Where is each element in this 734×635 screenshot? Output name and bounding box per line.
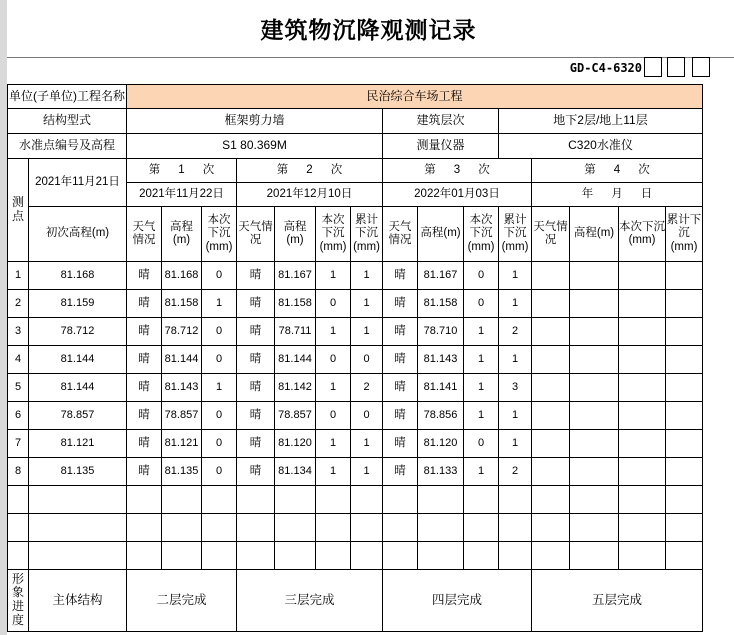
obs-3-elevation: 78.710 [418,318,464,346]
progress-label: 形象进度 [8,570,29,632]
obs-2-elevation: 81.142 [275,374,316,402]
obs-3-elevation: 81.158 [418,290,464,318]
initial-elevation: 81.121 [29,430,127,458]
floors-value: 地下2层/地上11层 [499,109,703,134]
obs-4-weather [532,430,570,458]
obs-3-cumulative: 1 [499,402,532,430]
row-header-gutter [0,0,7,635]
obs-4-weather [532,318,570,346]
obs-2-weather: 晴 [237,318,275,346]
unit-name-label: 单位(子单位)工程名称 [8,85,127,109]
obs-1-date: 2021年11月22日 [127,183,237,207]
obs-3-current: 0 [464,430,499,458]
obs-3-current: 0 [464,290,499,318]
initial-elevation: 81.135 [29,458,127,486]
obs-1-elevation: 81.144 [162,346,202,374]
obs-4-current-header: 本次下沉(mm) [619,207,666,262]
obs-2-current: 1 [316,458,351,486]
initial-date: 2021年11月21日 [29,159,127,207]
obs-3-cumulative: 1 [499,262,532,290]
initial-elevation: 78.857 [29,402,127,430]
obs-4-elevation [570,402,619,430]
instrument-label: 测量仪器 [383,134,499,159]
obs-4-elevation [570,318,619,346]
obs-2-weather: 晴 [237,458,275,486]
obs-3-current: 1 [464,346,499,374]
obs-4-current [619,374,666,402]
obs-1-elevation: 81.168 [162,262,202,290]
obs-4-weather [532,290,570,318]
empty-row [8,542,703,570]
obs-3-weather: 晴 [383,346,418,374]
obs-2-elevation: 78.711 [275,318,316,346]
initial-elevation: 78.712 [29,318,127,346]
obs-2-current: 1 [316,318,351,346]
obs-3-elevation: 78.856 [418,402,464,430]
obs-4-elevation [570,346,619,374]
table-row [8,318,703,346]
point-number: 5 [8,374,29,402]
obs-4-current [619,262,666,290]
obs-2-cumulative-header: 累计下沉(mm) [351,207,383,262]
obs-4-cumulative [666,318,703,346]
obs-2-elevation: 81.158 [275,290,316,318]
obs-3-elevation: 81.120 [418,430,464,458]
structure-label: 结构型式 [8,109,127,134]
obs-4-elevation [570,374,619,402]
obs-2-cumulative: 1 [351,318,383,346]
obs-2-current: 0 [316,290,351,318]
obs-3-cumulative: 1 [499,346,532,374]
obs-4-number: 第 4 次 [532,159,703,183]
obs-3-number: 第 3 次 [383,159,532,183]
obs-2-cumulative: 1 [351,262,383,290]
obs-1-current: 0 [202,318,237,346]
obs-1-current: 1 [202,374,237,402]
obs-2-cumulative: 0 [351,346,383,374]
obs-2-weather: 晴 [237,262,275,290]
obs-1-elevation: 81.158 [162,290,202,318]
table-row [8,430,703,458]
obs-4-elevation [570,430,619,458]
obs-4-current [619,346,666,374]
obs-1-elevation: 81.143 [162,374,202,402]
initial-elevation-header: 初次高程(m) [29,207,127,262]
obs-3-date: 2022年01月03日 [383,183,532,207]
empty-row [8,514,703,542]
form-code: GD-C4-6320 [569,61,642,75]
page-title: 建筑物沉降观测记录 [260,18,477,44]
obs-1-number: 第 1 次 [127,159,237,183]
instrument-value: C320水准仪 [499,134,703,159]
obs-4-cumulative [666,458,703,486]
table-row [8,290,703,318]
obs-3-current: 0 [464,262,499,290]
obs-2-current: 0 [316,402,351,430]
obs-1-weather: 晴 [127,290,162,318]
obs-2-date: 2021年12月10日 [237,183,383,207]
obs-3-weather: 晴 [383,402,418,430]
obs-3-current: 1 [464,318,499,346]
record-table [7,84,703,632]
code-box-1 [644,57,662,77]
obs-2-weather: 晴 [237,290,275,318]
obs-2-current: 0 [316,346,351,374]
unit-name-value: 民治综合车场工程 [127,85,703,109]
obs-3-weather: 晴 [383,318,418,346]
obs-4-cumulative [666,290,703,318]
progress-row [8,570,703,632]
obs-4-weather [532,458,570,486]
obs-4-elevation [570,262,619,290]
obs-2-cumulative: 1 [351,430,383,458]
obs-1-weather: 晴 [127,262,162,290]
obs-2-cumulative: 2 [351,374,383,402]
obs-1-elevation: 81.121 [162,430,202,458]
obs-1-weather-header: 天气情况 [127,207,162,262]
obs-3-cumulative-header: 累计下沉(mm) [499,207,532,262]
initial-elevation: 81.144 [29,374,127,402]
obs-4-current [619,290,666,318]
progress-obs-2: 三层完成 [237,570,383,632]
benchmark-label: 水准点编号及高程 [8,134,127,159]
obs-3-weather: 晴 [383,458,418,486]
code-box-3 [692,57,710,77]
obs-1-elevation: 78.712 [162,318,202,346]
obs-3-current: 1 [464,458,499,486]
obs-4-weather [532,262,570,290]
obs-3-current-header: 本次下沉(mm) [464,207,499,262]
obs-2-number: 第 2 次 [237,159,383,183]
obs-3-weather: 晴 [383,374,418,402]
obs-3-elevation: 81.133 [418,458,464,486]
obs-2-current: 1 [316,374,351,402]
progress-obs-4: 五层完成 [532,570,703,632]
obs-4-elevation [570,290,619,318]
obs-1-current-header: 本次下沉(mm) [202,207,237,262]
obs-2-current-header: 本次下沉(mm) [316,207,351,262]
obs-2-weather: 晴 [237,346,275,374]
obs-1-elevation: 78.857 [162,402,202,430]
obs-1-weather: 晴 [127,430,162,458]
obs-3-cumulative: 2 [499,458,532,486]
progress-obs-3: 四层完成 [383,570,532,632]
obs-1-weather: 晴 [127,318,162,346]
obs-1-current: 0 [202,458,237,486]
obs-2-weather: 晴 [237,430,275,458]
obs-2-elevation: 81.167 [275,262,316,290]
floors-label: 建筑层次 [383,109,499,134]
main-structure-label: 主体结构 [29,570,127,632]
obs-3-cumulative: 3 [499,374,532,402]
obs-4-cumulative [666,346,703,374]
empty-row [8,486,703,514]
obs-4-weather [532,402,570,430]
point-number: 6 [8,402,29,430]
obs-1-weather: 晴 [127,458,162,486]
obs-1-elevation-header: 高程(m) [162,207,202,262]
obs-4-current [619,318,666,346]
obs-1-current: 0 [202,346,237,374]
obs-1-elevation: 81.135 [162,458,202,486]
obs-4-cumulative [666,262,703,290]
point-number: 3 [8,318,29,346]
obs-3-current: 1 [464,402,499,430]
obs-4-cumulative-header: 累计下沉(mm) [666,207,703,262]
obs-3-current: 1 [464,374,499,402]
structure-value: 框架剪力墙 [127,109,383,134]
obs-4-weather [532,374,570,402]
obs-3-elevation-header: 高程(m) [418,207,464,262]
obs-2-weather-header: 天气情况 [237,207,275,262]
obs-4-weather-header: 天气情况 [532,207,570,262]
obs-1-current: 1 [202,290,237,318]
obs-1-current: 0 [202,430,237,458]
obs-1-weather: 晴 [127,374,162,402]
obs-1-current: 0 [202,402,237,430]
obs-3-weather-header: 天气情况 [383,207,418,262]
obs-3-weather: 晴 [383,430,418,458]
obs-3-elevation: 81.141 [418,374,464,402]
obs-2-current: 1 [316,262,351,290]
table-row [8,458,703,486]
obs-2-elevation-header: 高程(m) [275,207,316,262]
obs-2-weather: 晴 [237,402,275,430]
table-row [8,262,703,290]
obs-4-current [619,458,666,486]
progress-obs-1: 二层完成 [127,570,237,632]
obs-1-weather: 晴 [127,402,162,430]
obs-3-cumulative: 2 [499,318,532,346]
obs-2-cumulative: 1 [351,290,383,318]
obs-4-cumulative [666,402,703,430]
initial-elevation: 81.168 [29,262,127,290]
obs-4-weather [532,346,570,374]
obs-4-current [619,430,666,458]
obs-2-cumulative: 0 [351,402,383,430]
table-row [8,374,703,402]
obs-3-weather: 晴 [383,262,418,290]
point-number: 1 [8,262,29,290]
initial-elevation: 81.159 [29,290,127,318]
obs-3-cumulative: 1 [499,430,532,458]
obs-2-weather: 晴 [237,374,275,402]
obs-4-elevation [570,458,619,486]
initial-elevation: 81.144 [29,346,127,374]
point-number: 8 [8,458,29,486]
obs-1-current: 0 [202,262,237,290]
obs-2-elevation: 81.120 [275,430,316,458]
obs-2-elevation: 81.144 [275,346,316,374]
obs-4-elevation-header: 高程(m) [570,207,619,262]
obs-4-cumulative [666,430,703,458]
point-number: 2 [8,290,29,318]
point-number: 7 [8,430,29,458]
measure-point-header: 测点 [8,159,29,262]
obs-2-cumulative: 1 [351,458,383,486]
obs-3-weather: 晴 [383,290,418,318]
obs-4-cumulative [666,374,703,402]
obs-3-elevation: 81.167 [418,262,464,290]
table-row [8,402,703,430]
obs-2-current: 1 [316,430,351,458]
point-number: 4 [8,346,29,374]
obs-4-current [619,402,666,430]
obs-1-weather: 晴 [127,346,162,374]
obs-3-cumulative: 1 [499,290,532,318]
obs-2-elevation: 78.857 [275,402,316,430]
table-row [8,346,703,374]
obs-3-elevation: 81.143 [418,346,464,374]
benchmark-value: S1 80.369M [127,134,383,159]
obs-4-date: 年 月 日 [532,183,703,207]
obs-2-elevation: 81.134 [275,458,316,486]
code-box-2 [667,57,685,77]
